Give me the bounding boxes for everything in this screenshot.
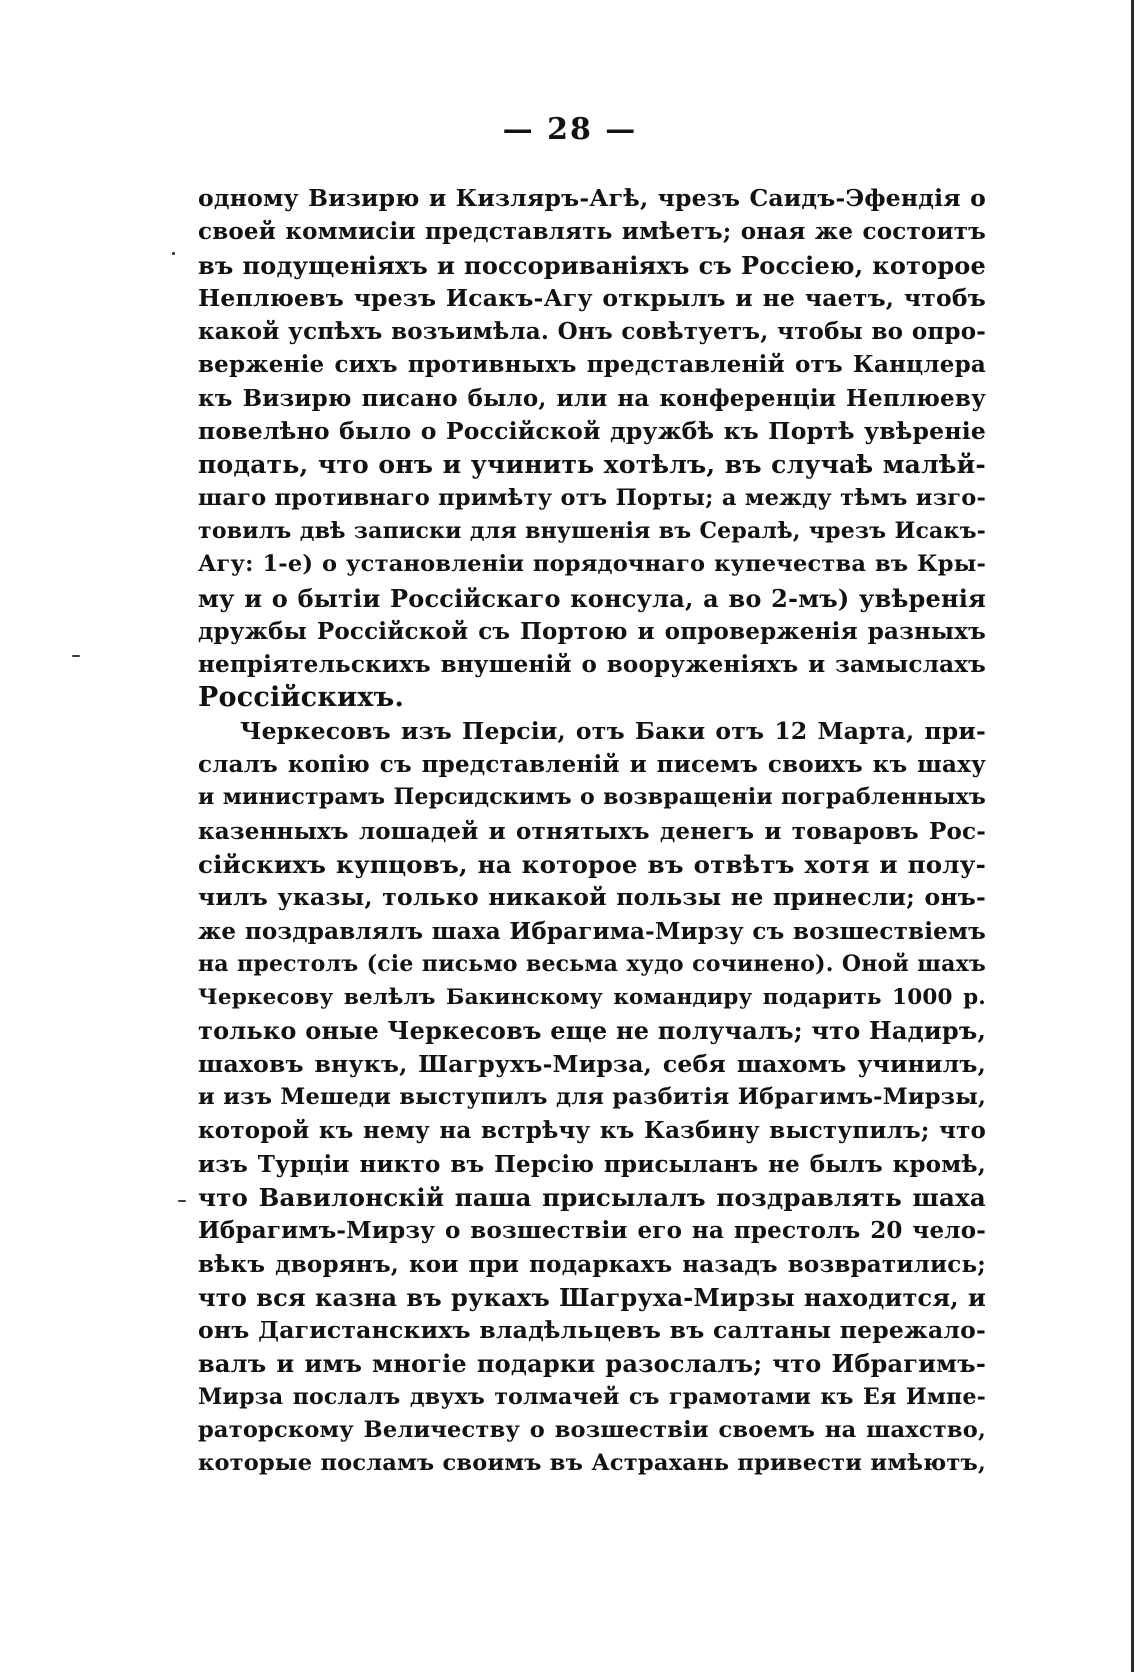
text-line: казенныхъ лошадей и отнятыхъ денегъ и товаровъ Рос-	[198, 817, 986, 845]
text-line: Черкесову велѣлъ Бакинскому командиру подарить 1000 р.	[198, 985, 986, 1011]
text-line: вѣкъ дворянъ, кои при подаркахъ назадъ возвратились;	[198, 1250, 986, 1278]
text-line: же поздравлялъ шаха Ибрагима-Мирзу съ возшествіемъ	[198, 917, 986, 945]
text-line: изъ Турціи никто въ Персію присыланъ не былъ кромѣ,	[198, 1150, 986, 1178]
text-line: только оные Черкесовъ еще не получалъ; что Надиръ,	[198, 1016, 986, 1046]
body-text	[198, 182, 986, 1481]
text-line: чилъ указы, только никакой пользы не принесли; онъ-	[198, 883, 986, 912]
text-line: что вся казна въ рукахъ Шагруха-Мирзы находится, и	[198, 1282, 986, 1312]
text-line: слалъ копію съ представленій и писемъ своихъ къ шаху	[198, 751, 986, 779]
text-line: непріятельскихъ внушеній о вооруженіяхъ и замыслахъ	[198, 651, 986, 679]
text-line: повелѣно было о Россійской дружбѣ къ Портѣ увѣреніе	[198, 417, 986, 446]
text-line: Неплюевъ чрезъ Исакъ-Агу открылъ и не чаетъ, чтобъ	[198, 283, 986, 312]
text-line: одному Визирю и Кизляръ-Агѣ, чрезъ Саидъ-Эфендія о	[198, 184, 986, 212]
text-line: сійскихъ купцовъ, на которое въ отвѣтъ хотя и полу-	[198, 849, 986, 879]
text-line: шаго противнаго примѣту отъ Порты; а между тѣмъ изго-	[198, 484, 986, 511]
text-line: Агу: 1-е) о установленіи порядочнаго купечества въ Кры-	[198, 551, 986, 578]
text-line: Черкесовъ изъ Персіи, отъ Баки отъ 12 Марта, при-	[240, 716, 986, 745]
text-line: валъ и имъ многіе подарки разослалъ; что Ибрагимъ-	[198, 1349, 986, 1379]
text-line: которой къ нему на встрѣчу къ Казбину выступилъ; что	[198, 1117, 986, 1145]
text-line: подать, что онъ и учинить хотѣлъ, въ случаѣ малѣй-	[198, 450, 986, 480]
text-line: и изъ Мешеди выступилъ для разбитія Ибрагимъ-Мирзы,	[198, 1084, 986, 1111]
text-line: раторскому Величеству о возшествіи своемъ на шахство,	[198, 1416, 986, 1443]
text-line: что Вавилонскій паша присылалъ поздравлять шаха	[198, 1182, 986, 1212]
text-line: Ибрагимъ-Мирзу о возшествіи его на престолъ 20 чело-	[198, 1217, 986, 1245]
page-number: — 28 —	[502, 112, 638, 147]
text-line: на престолъ (сіе письмо весьма худо сочинено). Оной шахъ	[198, 950, 986, 977]
text-line: шаховъ внукъ, Шагрухъ-Мирза, себя шахомъ учинилъ,	[198, 1049, 986, 1078]
margin-speck	[178, 1200, 186, 1202]
text-line: му и о бытіи Россійскаго консула, а во 2-мъ) увѣренія	[198, 583, 986, 613]
page-edge-line	[1131, 0, 1134, 1672]
margin-speck	[172, 252, 175, 255]
text-line: своей коммисіи представлять имѣетъ; оная же состоитъ	[198, 218, 986, 246]
text-line: къ Визирю писано было, или на конференціи Неплюеву	[198, 384, 986, 412]
margin-speck	[72, 655, 80, 657]
text-line: которые посламъ своимъ въ Астрахань привести имѣютъ,	[198, 1450, 986, 1477]
text-line: и министрамъ Персидскимъ о возвращеніи пограбленныхъ	[198, 784, 986, 811]
text-line: товилъ двѣ записки для внушенія въ Сералѣ, чрезъ Исакъ-	[198, 517, 986, 544]
text-line: верженіе сихъ противныхъ представленій отъ Канцлера	[198, 351, 986, 379]
text-line: дружбы Россійской съ Портою и опроверженія разныхъ	[198, 617, 986, 645]
text-line: Мирза послалъ двухъ толмачей съ грамотами къ Ея Импе-	[198, 1383, 986, 1410]
text-line: какой успѣхъ возъимѣла. Онъ совѣтуетъ, чтобы во опро-	[198, 318, 986, 346]
text-line: въ подущеніяхъ и поссориваніяхъ съ Россіею, которое	[198, 250, 986, 280]
text-line: Россійскихъ.	[198, 682, 405, 714]
text-line: онъ Дагистанскихъ владѣльцевъ въ салтаны пережало-	[198, 1316, 986, 1345]
